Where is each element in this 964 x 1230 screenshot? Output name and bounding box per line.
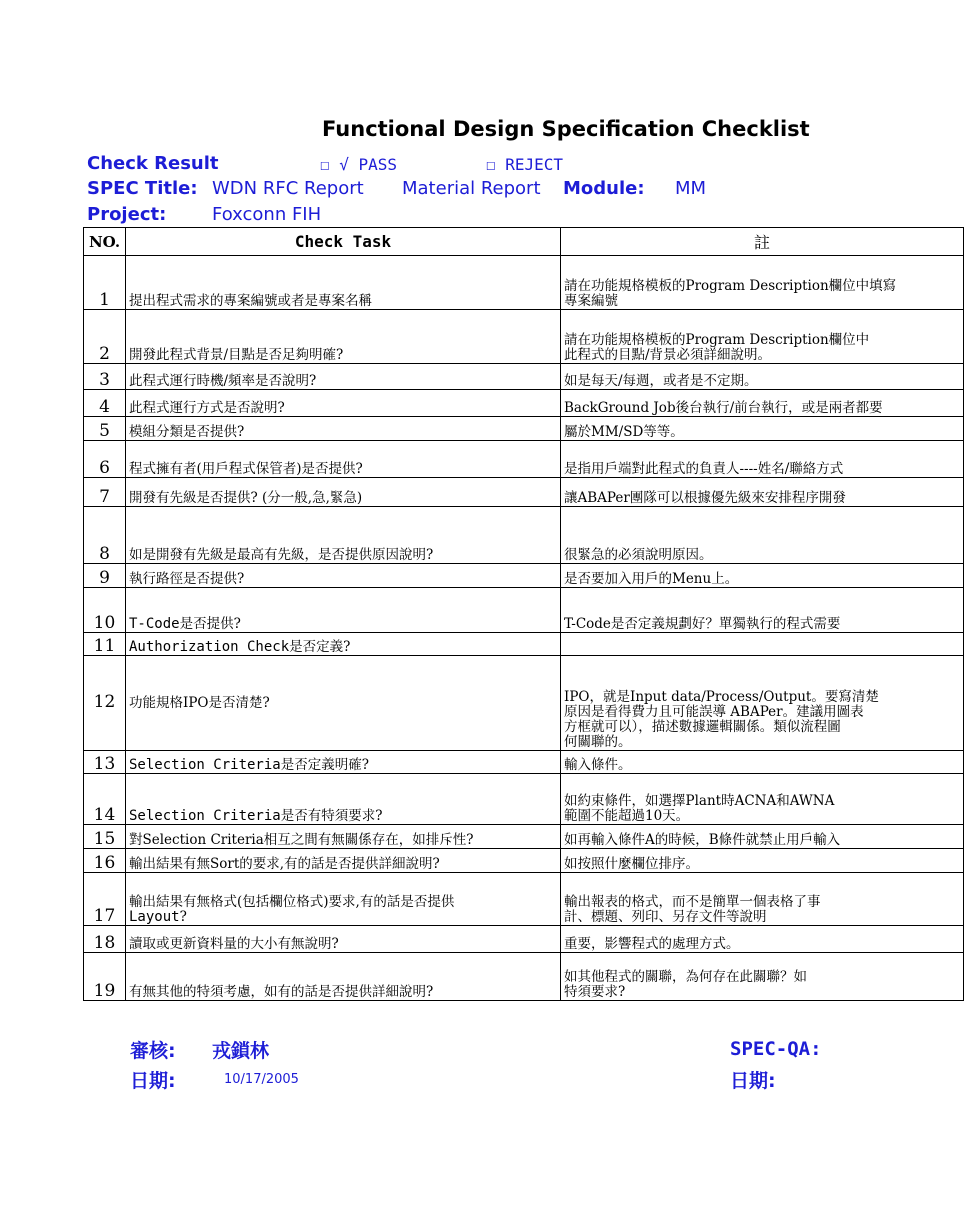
row-number: 16 <box>84 849 126 873</box>
col-header-no: NO. <box>84 228 126 256</box>
task-cell: T-Code是否提供? <box>126 588 561 633</box>
col-header-note: 註 <box>561 228 964 256</box>
row-number: 6 <box>84 441 126 478</box>
table-row <box>84 364 964 390</box>
task-cell: 輸出結果有無Sort的要求,有的話是否提供詳細說明? <box>126 849 561 873</box>
task-cell: 輸出結果有無格式(包括欄位格式)要求,有的話是否提供 Layout? <box>126 873 561 926</box>
task-cell: 此程式運行時機/頻率是否說明? <box>126 364 561 390</box>
row-number: 13 <box>84 751 126 774</box>
note-cell: 請在功能規格模板的Program Description欄位中填寫 專案編號 <box>561 256 964 310</box>
note-cell: 讓ABAPer團隊可以根據優先級來安排程序開發 <box>561 478 964 507</box>
task-cell: 模組分類是否提供? <box>126 417 561 441</box>
table-row <box>84 310 964 364</box>
row-number: 17 <box>84 873 126 926</box>
task-cell: 程式擁有者(用戶程式保管者)是否提供? <box>126 441 561 478</box>
note-cell: 如再輸入條件A的時候，B條件就禁止用戶輸入 <box>561 825 964 849</box>
table-row <box>84 774 964 825</box>
table-row <box>84 873 964 926</box>
check-result-label: Check Result <box>87 153 219 174</box>
task-cell: 對Selection Criteria相互之間有無關係存在，如排斥性? <box>126 825 561 849</box>
row-number: 1 <box>84 256 126 310</box>
date-label: 日期: <box>130 1070 176 1092</box>
row-number: 14 <box>84 774 126 825</box>
task-cell: 此程式運行方式是否說明? <box>126 390 561 417</box>
task-cell: Authorization Check是否定義? <box>126 633 561 656</box>
table-row <box>84 656 964 751</box>
table-row <box>84 825 964 849</box>
col-header-task: Check Task <box>126 228 561 256</box>
row-number: 19 <box>84 953 126 1001</box>
row-number: 18 <box>84 926 126 953</box>
note-cell: 是指用戶端對此程式的負責人----姓名/聯絡方式 <box>561 441 964 478</box>
note-cell: 請在功能規格模板的Program Description欄位中 此程式的目點/背景必須詳細說明。 <box>561 310 964 364</box>
note-cell: 重要，影響程式的處理方式。 <box>561 926 964 953</box>
task-cell: Selection Criteria是否定義明確? <box>126 751 561 774</box>
row-number: 9 <box>84 564 126 588</box>
task-cell: 功能規格IPO是否清楚? <box>126 656 561 751</box>
note-cell: T-Code是否定義規劃好？單獨執行的程式需要 <box>561 588 964 633</box>
spec-title-label: SPEC Title: <box>87 178 198 199</box>
date-value: 10/17/2005 <box>224 1072 299 1087</box>
table-row <box>84 441 964 478</box>
reviewer-label: 審核: <box>130 1040 176 1062</box>
project-label: Project: <box>87 204 167 225</box>
note-cell: IPO，就是Input data/Process/Output。要寫清楚 原因是看得費力且可能誤導 ABAPer。建議用圖表 方框就可以），描述數據邏輯關係。類似流程圖 何關聯的。 <box>561 656 964 751</box>
task-cell: 開發有先級是否提供? (分一般,急,緊急) <box>126 478 561 507</box>
note-cell: 如其他程式的關聯，為何存在此關聯？如 特須要求? <box>561 953 964 1001</box>
row-number: 7 <box>84 478 126 507</box>
table-row <box>84 633 964 656</box>
task-cell: 如是開發有先級是最高有先級，是否提供原因說明? <box>126 507 561 564</box>
table-row <box>84 390 964 417</box>
spec-title-value: WDN RFC Report <box>212 178 364 199</box>
table-row <box>84 849 964 873</box>
project-value: Foxconn FIH <box>212 204 322 225</box>
module-label: Module: <box>563 178 645 199</box>
note-cell: 輸入條件。 <box>561 751 964 774</box>
qa-date-label: 日期: <box>730 1070 776 1092</box>
module-value: MM <box>675 178 707 199</box>
row-number: 15 <box>84 825 126 849</box>
task-cell: 開發此程式背景/目點是否足夠明確? <box>126 310 561 364</box>
table-row <box>84 256 964 310</box>
table-row <box>84 926 964 953</box>
table-row <box>84 507 964 564</box>
table-row <box>84 751 964 774</box>
task-cell: 執行路徑是否提供? <box>126 564 561 588</box>
row-number: 8 <box>84 507 126 564</box>
checklist-table <box>83 227 964 1001</box>
row-number: 12 <box>84 656 126 751</box>
note-cell: 如是每天/每週，或者是不定期。 <box>561 364 964 390</box>
task-cell: 有無其他的特須考慮，如有的話是否提供詳細說明? <box>126 953 561 1001</box>
note-cell: 是否要加入用戶的Menu上。 <box>561 564 964 588</box>
note-cell: BackGround Job後台執行/前台執行，或是兩者都要 <box>561 390 964 417</box>
table-row <box>84 417 964 441</box>
note-cell <box>561 633 964 656</box>
note-cell: 屬於MM/SD等等。 <box>561 417 964 441</box>
table-row <box>84 953 964 1001</box>
table-row <box>84 478 964 507</box>
row-number: 2 <box>84 310 126 364</box>
pass-checkbox[interactable]: ☐ √ PASS <box>320 155 398 174</box>
row-number: 5 <box>84 417 126 441</box>
checklist-sheet <box>83 227 897 1011</box>
task-cell: 讀取或更新資料量的大小有無說明? <box>126 926 561 953</box>
task-cell: Selection Criteria是否有特須要求? <box>126 774 561 825</box>
spec-qa-label: SPEC-QA: <box>730 1038 822 1060</box>
row-number: 11 <box>84 633 126 656</box>
note-cell: 輸出報表的格式，而不是簡單一個表格了事 計、標題、列印、另存文件等說明 <box>561 873 964 926</box>
row-number: 10 <box>84 588 126 633</box>
table-row <box>84 588 964 633</box>
row-number: 3 <box>84 364 126 390</box>
note-cell: 如按照什麼欄位排序。 <box>561 849 964 873</box>
note-cell: 如約束條件，如選擇Plant時ACNA和AWNA 範圍不能超過10天。 <box>561 774 964 825</box>
spec-title-value-2: Material Report <box>402 178 541 199</box>
row-number: 4 <box>84 390 126 417</box>
reject-checkbox[interactable]: ☐ REJECT <box>486 155 564 174</box>
page-title: Functional Design Specification Checklist <box>322 117 810 141</box>
table-row <box>84 564 964 588</box>
note-cell: 很緊急的必須說明原因。 <box>561 507 964 564</box>
task-cell: 提出程式需求的專案編號或者是專案名稱 <box>126 256 561 310</box>
reviewer-name: 戎鎖林 <box>212 1040 270 1062</box>
